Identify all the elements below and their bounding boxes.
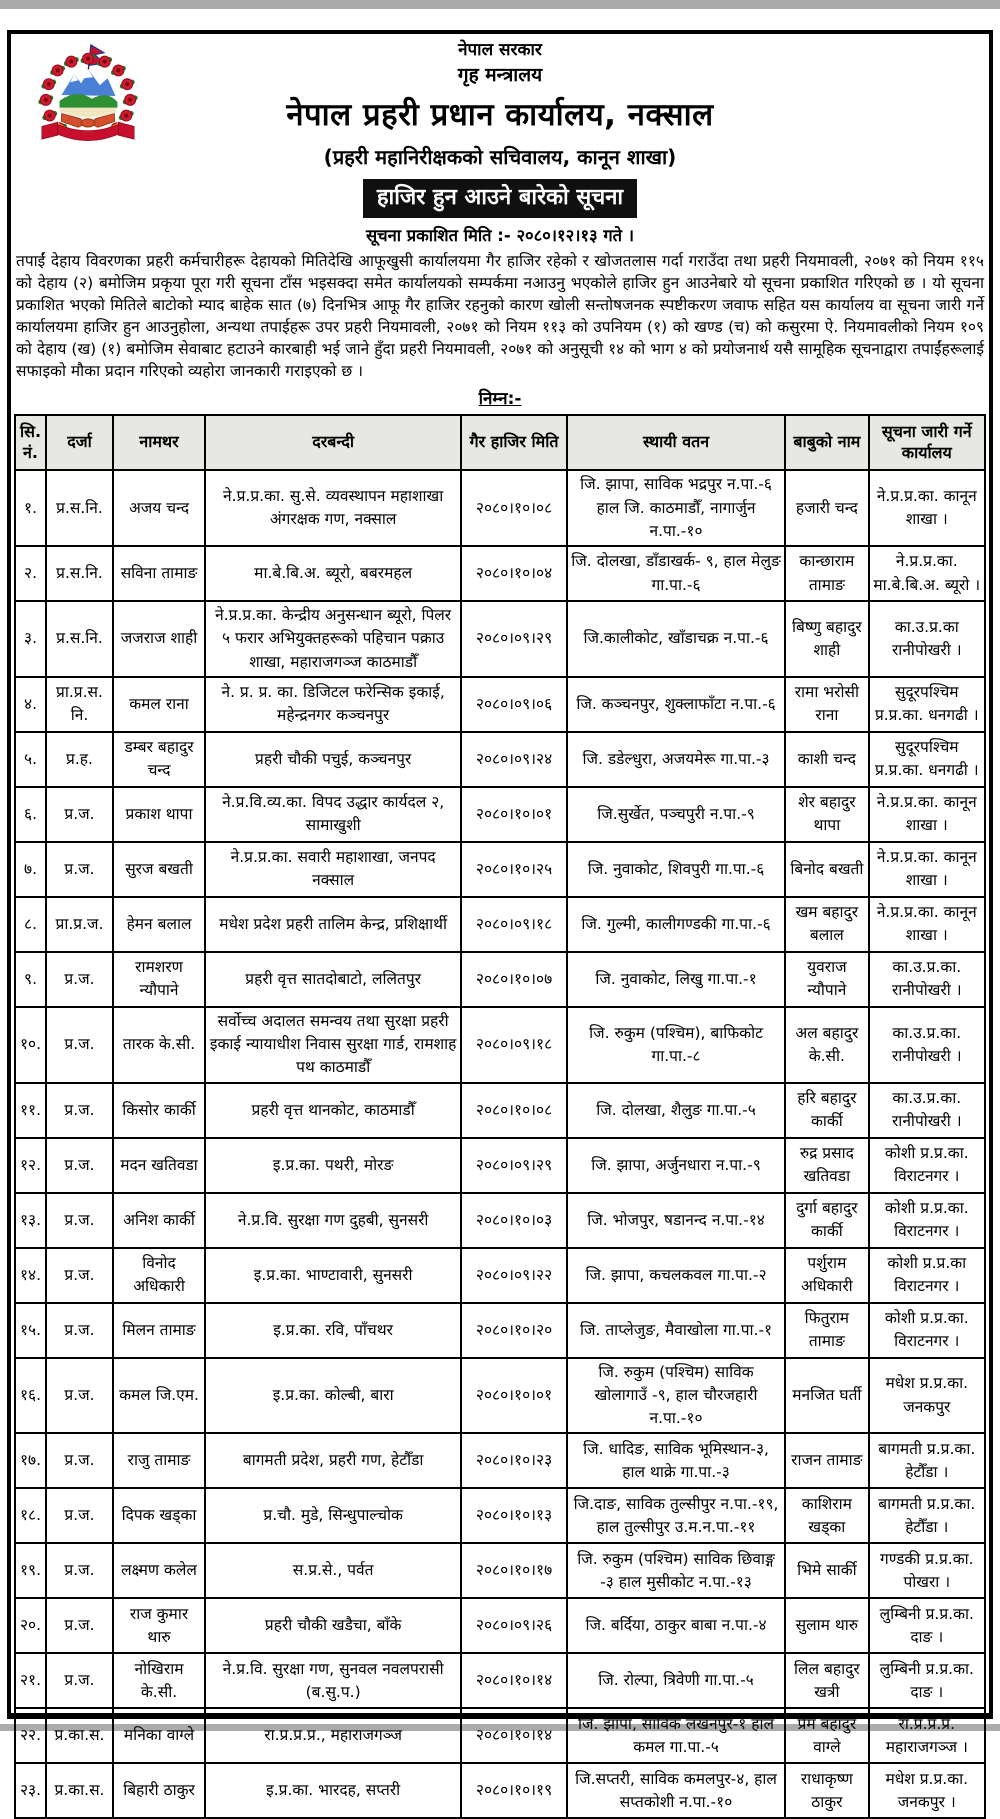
- cell-permanent-address: जि. कञ्चनपुर, शुक्लाफाँटा न.पा.-६: [567, 677, 785, 732]
- cell-absent-date: २०८०।१०।२०: [461, 1303, 567, 1358]
- cell-serial-number: ७.: [15, 842, 46, 897]
- cell-absent-date: २०८०।०९।१८: [461, 1007, 567, 1083]
- column-header-issuing-office: सूचना जारी गर्ने कार्यालय: [869, 415, 985, 471]
- cell-father-name: कान्छाराम तामाङ: [785, 546, 868, 601]
- cell-absent-date: २०८०।०९।२६: [461, 1598, 567, 1653]
- cell-absent-date: २०८०।०९।२९: [461, 601, 567, 677]
- cell-permanent-address: जि. दोलखा, डाँडाखर्क- ९, हाल मेलुङ गा.पा.-६: [567, 546, 785, 601]
- cell-rank: प्र.ज.: [46, 1598, 113, 1653]
- cell-rank: प्र.ज.: [46, 1358, 113, 1434]
- cell-name: कमल राना: [113, 677, 205, 732]
- cell-rank: प्र.ज.: [46, 1007, 113, 1083]
- cell-posting: स.प्र.से., पर्वत: [205, 1543, 461, 1598]
- cell-serial-number: ५.: [15, 732, 46, 787]
- cell-absent-date: २०८०।१०।१७: [461, 1543, 567, 1598]
- cell-issuing-office: ने.प्र.प्र.का. कानून शाखा ।: [869, 470, 985, 546]
- cell-absent-date: २०८०।०९।१८: [461, 897, 567, 952]
- cell-issuing-office: का.उ.प्र.का रानीपोखरी ।: [869, 601, 985, 677]
- cell-serial-number: १८.: [15, 1488, 46, 1543]
- cell-absent-date: २०८०।१०।०८: [461, 470, 567, 546]
- table-row: [15, 1358, 985, 1434]
- table-row: [15, 1433, 985, 1488]
- cell-serial-number: ६.: [15, 787, 46, 842]
- cell-rank: प्र.ज.: [46, 842, 113, 897]
- cell-name: लक्ष्मण कलेल: [113, 1543, 205, 1598]
- cell-permanent-address: जि. रोल्पा, त्रिवेणी गा.पा.-५: [567, 1653, 785, 1708]
- cell-posting: प्रहरी चौकी पचुई, कञ्चनपुर: [205, 732, 461, 787]
- cell-name: बिहारी ठाकुर: [113, 1763, 205, 1818]
- table-row: [15, 897, 985, 952]
- cell-absent-date: २०८०।१०।२५: [461, 842, 567, 897]
- cell-father-name: भिमे सार्की: [785, 1543, 868, 1598]
- cell-name: अजय चन्द: [113, 470, 205, 546]
- cell-father-name: सुलाम थारु: [785, 1598, 868, 1653]
- list-label: निम्न:-: [478, 388, 522, 409]
- cell-permanent-address: जि.सप्तरी, साविक कमलपुर-४, हाल सप्तकोशी न.पा.-१०: [567, 1763, 785, 1818]
- table-row: [15, 1763, 985, 1818]
- cell-posting: ने.प्र.प्र.का. सवारी महाशाखा, जनपद नक्साल: [205, 842, 461, 897]
- column-header-father-name: बाबुको नाम: [785, 415, 868, 471]
- published-date: सूचना प्रकाशित मिति :- २०८०।१२।१३ गते ।: [365, 226, 635, 246]
- cell-absent-date: २०८०।१०।०८: [461, 1083, 567, 1138]
- cell-rank: प्र.ज.: [46, 1543, 113, 1598]
- cell-issuing-office: ने.प्र.प्र.का. कानून शाखा ।: [869, 897, 985, 952]
- cell-serial-number: २१.: [15, 1653, 46, 1708]
- cell-permanent-address: जि. गुल्मी, कालीगण्डकी गा.पा.-६: [567, 897, 785, 952]
- cell-name: मनिका वाग्ले: [113, 1708, 205, 1763]
- cell-serial-number: २.: [15, 546, 46, 601]
- cell-issuing-office: ने.प्र.प्र.का. कानून शाखा ।: [869, 842, 985, 897]
- cell-absent-date: २०८०।१०।१४: [461, 1653, 567, 1708]
- cell-serial-number: ३.: [15, 601, 46, 677]
- cell-absent-date: २०८०।१०।१३: [461, 1488, 567, 1543]
- cell-serial-number: १.: [15, 470, 46, 546]
- cell-absent-date: २०८०।१०।१९: [461, 1763, 567, 1818]
- cell-rank: प्रा.प्र.स.नि.: [46, 677, 113, 732]
- table-row: [15, 952, 985, 1007]
- cell-posting: सर्वोच्च अदालत समन्वय तथा सुरक्षा प्रहरी इकाई न्यायाधीश निवास सुरक्षा गार्ड, रामशाह पथ काठमाडौँ: [205, 1007, 461, 1083]
- table-row: [15, 1653, 985, 1708]
- cell-absent-date: २०८०।१०।०१: [461, 787, 567, 842]
- table-row: [15, 1488, 985, 1543]
- ministry-name: गृह मन्त्रालय: [457, 64, 543, 87]
- column-header-absent-date: गैर हाजिर मिति: [461, 415, 567, 471]
- cell-posting: इ.प्र.का. रवि, पाँचथर: [205, 1303, 461, 1358]
- cell-name: अनिश कार्की: [113, 1193, 205, 1248]
- cell-rank: प्र.का.स.: [46, 1763, 113, 1818]
- cell-permanent-address: जि. नुवाकोट, लिखु गा.पा.-१: [567, 952, 785, 1007]
- cell-father-name: फितुराम तामाङ: [785, 1303, 868, 1358]
- cell-serial-number: १६.: [15, 1358, 46, 1434]
- cell-issuing-office: लुम्बिनी प्र.प्र.का. दाङ ।: [869, 1598, 985, 1653]
- cell-permanent-address: जि. रुकुम (पश्चिम) साविक खोलागाउँ -९, हाल चौरजहारी न.पा.-१०: [567, 1358, 785, 1434]
- table-row: [15, 1708, 985, 1763]
- cell-posting: मधेश प्रदेश प्रहरी तालिम केन्द्र, प्रशिक्षार्थी: [205, 897, 461, 952]
- cell-issuing-office: रा.प्र.प्र.प्र. महाराजगञ्ज ।: [869, 1708, 985, 1763]
- cell-rank: प्र.ज.: [46, 1433, 113, 1488]
- cell-posting: इ.प्र.का. भारदह, सप्तरी: [205, 1763, 461, 1818]
- cell-rank: प्र.ज.: [46, 1653, 113, 1708]
- absentee-table: [14, 414, 986, 1819]
- table-header-row: [15, 415, 985, 471]
- cell-name: राज कुमार थारु: [113, 1598, 205, 1653]
- cell-issuing-office: मधेश प्र.प्र.का. जनकपुर ।: [869, 1763, 985, 1818]
- column-header-permanent-address: स्थायी वतन: [567, 415, 785, 471]
- cell-issuing-office: सुदूरपश्चिम प्र.प्र.का. धनगढी ।: [869, 732, 985, 787]
- cell-father-name: राधाकृष्ण ठाकुर: [785, 1763, 868, 1818]
- cell-name: रामशरण न्यौपाने: [113, 952, 205, 1007]
- cell-absent-date: २०८०।१०।०७: [461, 952, 567, 1007]
- cell-posting: प्र.चौ. मुडे, सिन्धुपाल्चोक: [205, 1488, 461, 1543]
- table-row: [15, 677, 985, 732]
- cell-posting: मा.बे.बि.अ. ब्यूरो, बबरमहल: [205, 546, 461, 601]
- office-title: नेपाल प्रहरी प्रधान कार्यालय, नक्साल: [286, 97, 714, 133]
- cell-rank: प्र.ज.: [46, 1488, 113, 1543]
- cell-absent-date: २०८०।१०।२३: [461, 1433, 567, 1488]
- table-body: [15, 470, 985, 1818]
- table-row: [15, 1193, 985, 1248]
- cell-name: राजु तामाङ: [113, 1433, 205, 1488]
- cell-issuing-office: का.उ.प्र.का. रानीपोखरी ।: [869, 1007, 985, 1083]
- cell-name: हेमन बलाल: [113, 897, 205, 952]
- cell-father-name: राजन तामाङ: [785, 1433, 868, 1488]
- cell-permanent-address: जि.दाङ, साविक तुल्सीपुर न.पा.-१९, हाल तुल्सीपुर उ.म.न.पा.-११: [567, 1488, 785, 1543]
- nepal-government-emblem-icon: [29, 42, 147, 144]
- table-row: [15, 1007, 985, 1083]
- cell-name: दिपक खड्का: [113, 1488, 205, 1543]
- cell-serial-number: ४.: [15, 677, 46, 732]
- table-row: [15, 1138, 985, 1193]
- cell-father-name: मनजित घर्ती: [785, 1358, 868, 1434]
- cell-name: कमल जि.एम.: [113, 1358, 205, 1434]
- cell-permanent-address: जि. धादिङ, साविक भूमिस्थान-३, हाल थाक्रे गा.पा.-३: [567, 1433, 785, 1488]
- cell-father-name: बिनोद बखती: [785, 842, 868, 897]
- cell-issuing-office: का.उ.प्र.का. रानीपोखरी ।: [869, 952, 985, 1007]
- cell-name: मिलन तामाङ: [113, 1303, 205, 1358]
- cell-posting: ने. प्र. प्र. का. डिजिटल फरेन्सिक इकाई, महेन्द्रनगर कञ्चनपुर: [205, 677, 461, 732]
- cell-absent-date: २०८०।१०।०४: [461, 546, 567, 601]
- cell-permanent-address: जि.सुर्खेत, पञ्चपुरी न.पा.-९: [567, 787, 785, 842]
- cell-name: मदन खतिवडा: [113, 1138, 205, 1193]
- cell-absent-date: २०८०।१०।०१: [461, 1358, 567, 1434]
- table-row: [15, 601, 985, 677]
- cell-issuing-office: गण्डकी प्र.प्र.का. पोखरा ।: [869, 1543, 985, 1598]
- cell-rank: प्र.स.नि.: [46, 470, 113, 546]
- table-row: [15, 842, 985, 897]
- cell-permanent-address: जि. भोजपुर, षडानन्द न.पा.-१४: [567, 1193, 785, 1248]
- cell-serial-number: २२.: [15, 1708, 46, 1763]
- cell-posting: इ.प्र.का. कोल्बी, बारा: [205, 1358, 461, 1434]
- table-row: [15, 470, 985, 546]
- cell-permanent-address: जि. झापा, साविक भद्रपुर न.पा.-६ हाल जि. काठमाडौँ, नागार्जुन न.पा.-१०: [567, 470, 785, 546]
- cell-rank: प्र.ज.: [46, 787, 113, 842]
- cell-issuing-office: कोशी प्र.प्र.का विराटनगर ।: [869, 1248, 985, 1303]
- cell-serial-number: १३.: [15, 1193, 46, 1248]
- table-row: [15, 1543, 985, 1598]
- cell-issuing-office: सुदूरपश्चिम प्र.प्र.का. धनगढी ।: [869, 677, 985, 732]
- cell-absent-date: २०८०।१०।१४: [461, 1708, 567, 1763]
- cell-absent-date: २०८०।०९।२४: [461, 732, 567, 787]
- cell-name: जजराज शाही: [113, 601, 205, 677]
- cell-rank: प्र.स.नि.: [46, 546, 113, 601]
- cell-permanent-address: जि. रुकुम (पश्चिम), बाफिकोट गा.पा.-८: [567, 1007, 785, 1083]
- cell-father-name: रामा भरोसी राना: [785, 677, 868, 732]
- cell-permanent-address: जि.कालीकोट, खाँडाचक्र न.पा.-६: [567, 601, 785, 677]
- cell-absent-date: २०८०।०९।०६: [461, 677, 567, 732]
- cell-rank: प्र.ज.: [46, 1193, 113, 1248]
- cell-permanent-address: जि. डडेल्धुरा, अजयमेरू गा.पा.-३: [567, 732, 785, 787]
- cell-posting: ने.प्र.वि.व्य.का. विपद उद्धार कार्यदल २, सामाखुशी: [205, 787, 461, 842]
- cell-father-name: अल बहादुर के.सी.: [785, 1007, 868, 1083]
- cell-name: डम्बर बहादुर चन्द: [113, 732, 205, 787]
- cell-serial-number: २०.: [15, 1598, 46, 1653]
- cell-posting: बागमती प्रदेश, प्रहरी गण, हेटौँडा: [205, 1433, 461, 1488]
- cell-serial-number: १२.: [15, 1138, 46, 1193]
- cell-serial-number: १५.: [15, 1303, 46, 1358]
- cell-father-name: खम बहादुर बलाल: [785, 897, 868, 952]
- cell-father-name: बिष्णु बहादुर शाही: [785, 601, 868, 677]
- cell-father-name: लिल बहादुर खत्री: [785, 1653, 868, 1708]
- column-header-posting: दरबन्दी: [205, 415, 461, 471]
- cell-posting: ने.प्र.प्र.का. सु.से. व्यवस्थापन महाशाखा अंगरक्षक गण, नक्साल: [205, 470, 461, 546]
- cell-posting: इ.प्र.का. भाण्टावारी, सुनसरी: [205, 1248, 461, 1303]
- letterhead: [14, 40, 986, 247]
- cell-posting: ने.प्र.वि. सुरक्षा गण, सुनवल नवलपरासी (ब.सु.प.): [205, 1653, 461, 1708]
- cell-father-name: युवराज न्यौपाने: [785, 952, 868, 1007]
- cell-posting: रा.प्र.प्र.प्र., महाराजगञ्ज: [205, 1708, 461, 1763]
- cell-serial-number: ९.: [15, 952, 46, 1007]
- cell-father-name: काशिराम खड्का: [785, 1488, 868, 1543]
- cell-issuing-office: मधेश प्र.प्र.का. जनकपुर: [869, 1358, 985, 1434]
- cell-issuing-office: बागमती प्र.प्र.का. हेटौँडा ।: [869, 1488, 985, 1543]
- cell-name: विनोद अधिकारी: [113, 1248, 205, 1303]
- document-frame: [7, 30, 993, 1811]
- cell-posting: ने.प्र.प्र.का. केन्द्रीय अनुसन्धान ब्यूरो, पिलर ५ फरार अभियुक्तहरूको पहिचान पक्राउ शाखा, महाराजगञ्ज काठमाडौँ: [205, 601, 461, 677]
- cell-absent-date: २०८०।१०।०३: [461, 1193, 567, 1248]
- column-header-serial-number: सि. नं.: [15, 415, 46, 471]
- scan-edge-top: [0, 0, 1000, 9]
- cell-issuing-office: का.उ.प्र.का. रानीपोखरी ।: [869, 1083, 985, 1138]
- cell-rank: प्र.ज.: [46, 1303, 113, 1358]
- cell-rank: प्र.ह.: [46, 732, 113, 787]
- table-row: [15, 787, 985, 842]
- cell-father-name: दुर्गा बहादुर कार्की: [785, 1193, 868, 1248]
- cell-posting: प्रहरी वृत्त थानकोट, काठमाडौँ: [205, 1083, 461, 1138]
- cell-rank: प्र.स.नि.: [46, 601, 113, 677]
- cell-issuing-office: लुम्बिनी प्र.प्र.का. दाङ ।: [869, 1653, 985, 1708]
- cell-name: नोखिराम के.सी.: [113, 1653, 205, 1708]
- table-row: [15, 1303, 985, 1358]
- cell-permanent-address: जि. झापा, कचलकवल गा.पा.-२: [567, 1248, 785, 1303]
- cell-issuing-office: बागमती प्र.प्र.का. हेटौँडा ।: [869, 1433, 985, 1488]
- cell-issuing-office: कोशी प्र.प्र.का. विराटनगर ।: [869, 1138, 985, 1193]
- cell-rank: प्र.का.स.: [46, 1708, 113, 1763]
- cell-father-name: शेर बहादुर थापा: [785, 787, 868, 842]
- cell-father-name: हरि बहादुर कार्की: [785, 1083, 868, 1138]
- cell-permanent-address: जि. नुवाकोट, शिवपुरी गा.पा.-६: [567, 842, 785, 897]
- column-header-name: नामथर: [113, 415, 205, 471]
- cell-name: सविना तामाङ: [113, 546, 205, 601]
- cell-father-name: प्रेम बहादुर वाग्ले: [785, 1708, 868, 1763]
- cell-name: सुरज बखती: [113, 842, 205, 897]
- table-row: [15, 1083, 985, 1138]
- cell-issuing-office: ने.प्र.प्र.का. कानून शाखा ।: [869, 787, 985, 842]
- table-row: [15, 732, 985, 787]
- cell-absent-date: २०८०।०९।२२: [461, 1248, 567, 1303]
- cell-posting: प्रहरी वृत्त सातदोबाटो, ललितपुर: [205, 952, 461, 1007]
- cell-serial-number: २३.: [15, 1763, 46, 1818]
- cell-rank: प्र.ज.: [46, 1083, 113, 1138]
- cell-rank: प्रा.प्र.ज.: [46, 897, 113, 952]
- cell-permanent-address: जि. दोलखा, शैलुङ गा.पा.-५: [567, 1083, 785, 1138]
- cell-permanent-address: जि. ताप्लेजुङ, मैवाखोला गा.पा.-१: [567, 1303, 785, 1358]
- government-name: नेपाल सरकार: [458, 40, 542, 60]
- cell-issuing-office: कोशी प्र.प्र.का. विराटनगर ।: [869, 1193, 985, 1248]
- notice-title: हाजिर हुन आउने बारेको सूचना: [363, 179, 637, 219]
- notice-body-paragraph: तपाईं देहाय विवरणका प्रहरी कर्मचारीहरू देहायको मितिदेखि आफूखुसी कार्यालयमा गैर हाजिर रहेको र खोजतलास गर्दा गराउँदा तथा प्रहरी नियमावली, २०७१ को नियम ११५ को देहाय (२) बमोजिम प्रकृया पूरा गरी सूचना टाँस भइसक्दा समेत कार्यालयको सम्पर्कमा नआउनु भएकोले हाजिर हुन आउनेबारे यो सूचना प्रकाशित गरिएको छ । यो सूचना प्रकाशित भएको मितिले बाटोको म्याद बाहेक सात (७) दिनभित्र आफू गैर हाजिर रहनुको कारण खोली सन्तोषजनक स्पष्टीकरण जवाफ सहित यस कार्यालय वा सूचना जारी गर्ने कार्यालयमा हाजिर हुन आउनुहोला, अन्यथा तपाईहरू उपर प्रहरी नियमावली, २०७१ को नियम ११३ को उपनियम (१) को खण्ड (च) को कसुरमा ऐ. नियमावलीको नियम १०९ को देहाय (ख) (१) बमोजिम सेवाबाट हटाउने कारबाही भई जाने हुँदा प्रहरी नियमावली, २०७१ को अनुसूची १४ को भाग ४ को प्रयोजनार्थ यसै सामूहिक सूचनाद्वारा तपाईंहरूलाई सफाइको मौका प्रदान गरिएको व्यहोरा जानकारी गराइएको छ ।: [16, 251, 984, 380]
- cell-permanent-address: जि. बर्दिया, ठाकुर बाबा न.पा.-४: [567, 1598, 785, 1653]
- table-row: [15, 546, 985, 601]
- cell-serial-number: ११.: [15, 1083, 46, 1138]
- cell-name: तारक के.सी.: [113, 1007, 205, 1083]
- cell-posting: इ.प्र.का. पथरी, मोरङ: [205, 1138, 461, 1193]
- cell-posting: ने.प्र.वि. सुरक्षा गण दुहबी, सुनसरी: [205, 1193, 461, 1248]
- cell-name: प्रकाश थापा: [113, 787, 205, 842]
- cell-posting: प्रहरी चौकी खडैचा, बाँके: [205, 1598, 461, 1653]
- cell-rank: प्र.ज.: [46, 952, 113, 1007]
- cell-serial-number: ८.: [15, 897, 46, 952]
- column-header-rank: दर्जा: [46, 415, 113, 471]
- cell-serial-number: १७.: [15, 1433, 46, 1488]
- cell-serial-number: १९.: [15, 1543, 46, 1598]
- cell-rank: प्र.ज.: [46, 1138, 113, 1193]
- cell-issuing-office: कोशी प्र.प्र.का. विराटनगर ।: [869, 1303, 985, 1358]
- cell-father-name: काशी चन्द: [785, 732, 868, 787]
- table-row: [15, 1598, 985, 1653]
- cell-permanent-address: जि. रुकुम (पश्चिम) साविक छिवाङ्ग -३ हाल मुसीकोट न.पा.-१३: [567, 1543, 785, 1598]
- cell-father-name: हजारी चन्द: [785, 470, 868, 546]
- table-row: [15, 1248, 985, 1303]
- cell-absent-date: २०८०।०९।२९: [461, 1138, 567, 1193]
- cell-name: किसोर कार्की: [113, 1083, 205, 1138]
- cell-father-name: रुद्र प्रसाद खतिवडा: [785, 1138, 868, 1193]
- cell-father-name: पर्शुराम अधिकारी: [785, 1248, 868, 1303]
- cell-serial-number: १४.: [15, 1248, 46, 1303]
- cell-rank: प्र.ज.: [46, 1248, 113, 1303]
- cell-serial-number: १०.: [15, 1007, 46, 1083]
- cell-permanent-address: जि. झापा, साविक लखनपुर-१ हाल कमल गा.पा.-५: [567, 1708, 785, 1763]
- sub-office-title: (प्रहरी महानिरीक्षकको सचिवालय, कानून शाखा): [323, 144, 677, 169]
- cell-permanent-address: जि. झापा, अर्जुनधारा न.पा.-९: [567, 1138, 785, 1193]
- cell-issuing-office: ने.प्र.प्र.का. मा.बे.बि.अ. ब्यूरो ।: [869, 546, 985, 601]
